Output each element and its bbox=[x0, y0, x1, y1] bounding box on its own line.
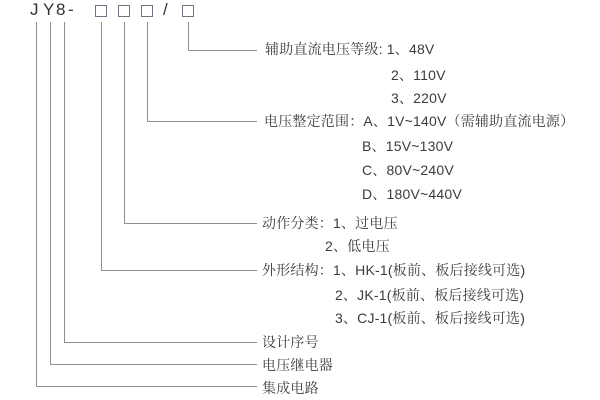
model-separator: - bbox=[68, 0, 74, 19]
placeholder-box-aux-voltage bbox=[182, 5, 194, 17]
integrated-circuit-label: 集成电路 bbox=[262, 380, 319, 396]
aux-dc-voltage-grade-label: 辅助直流电压等级: 1、48V bbox=[265, 41, 435, 57]
connector-integrated-circuit bbox=[36, 22, 257, 387]
voltage-setting-range-label: 电压整定范围：A、1V~140V（需辅助直流电源） bbox=[264, 113, 575, 129]
voltage-setting-range-option-d: D、180V~440V bbox=[362, 186, 462, 202]
action-category-option-2: 2、低电压 bbox=[325, 238, 390, 254]
model-char-y: Y bbox=[43, 0, 55, 19]
model-slash: / bbox=[163, 0, 168, 19]
aux-dc-voltage-grade-option-2: 2、110V bbox=[391, 67, 446, 83]
aux-dc-voltage-grade-option-3: 3、220V bbox=[391, 90, 447, 106]
shape-structure-option-2: 2、JK-1(板前、板后接线可选) bbox=[335, 287, 525, 303]
model-char-8: 8 bbox=[56, 0, 66, 19]
voltage-setting-range-option-b: B、15V~130V bbox=[362, 138, 454, 154]
voltage-setting-range-option-c: C、80V~240V bbox=[362, 162, 454, 178]
model-char-j: J bbox=[30, 0, 39, 19]
design-serial-label: 设计序号 bbox=[262, 334, 319, 350]
voltage-relay-label: 电压继电器 bbox=[262, 357, 333, 373]
placeholder-box-action-category bbox=[118, 5, 130, 17]
shape-structure-option-3: 3、CJ-1(板前、板后接线可选) bbox=[335, 310, 526, 326]
placeholder-box-shape-structure bbox=[95, 5, 107, 17]
shape-structure-label: 外形结构：1、HK-1(板前、板后接线可选) bbox=[262, 262, 526, 278]
action-category-label: 动作分类：1、过电压 bbox=[262, 215, 398, 231]
placeholder-box-voltage-range bbox=[141, 5, 153, 17]
